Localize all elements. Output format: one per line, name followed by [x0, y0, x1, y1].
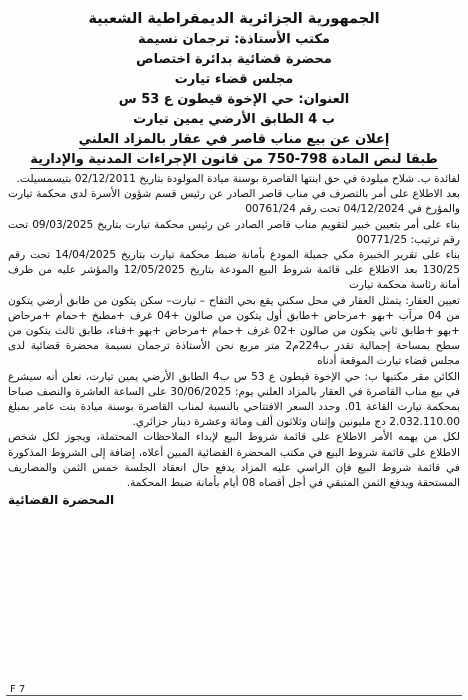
page-code: F 7	[10, 684, 26, 695]
signature-bailiff: المحضرة القضائية	[8, 493, 115, 508]
paragraph-beneficiary: لفائدة ب. شلاح ميلودة في حق ابنتها القاصرة بوسنة ميادة المولودة بتاريخ 02/12/2011 بتيسمسيلت.	[16, 173, 460, 185]
paragraph-conditions: لكل من يهمه الأمر الاطلاع على قائمة شروط البيع لإبداء الملاحظات المحتملة، ويجوز لكل شخص الاطلاع على قائمة شروط البيع في مكتب المحضرة القضائية المبين أعلاه، إضافة إلى الشروط المذكورة في قائمة شروط البيع فإن الراسي عليه المزاد يدفع حال انعقاد الجلسة خمس الثمن والمصاريف المستحقة ويدفع الثمن المتبقي في أجل أقصاه 08 أيام بأمانة ضبط المحكمة.	[8, 431, 460, 490]
address-line-2: ب 4 الطابق الأرضي يمين تيارت	[133, 112, 335, 127]
announcement-title-text: إعلان عن بيع مناب قاصر في عقار بالمزاد العلني	[78, 132, 390, 147]
legal-basis-heading	[8, 150, 460, 170]
office-heading: مكتب الأستاذة: ترجمان نسيمة	[138, 32, 330, 47]
notice-body	[8, 172, 460, 491]
announcement-title	[8, 130, 460, 150]
bottom-rule	[6, 695, 462, 696]
paragraph-expert-report: بناء على تقرير الخبيرة مكي جميلة المودع بأمانة ضبط محكمة تيارت بتاريخ 14/04/2025 تحت رقم 130/25 بعد الاطلاع على قائمة شروط البيع المودعة بتاريخ 12/05/2025 والمؤشر عليه من طرف أمانة رئاسة محكمة تيارت	[8, 249, 460, 292]
court-heading: مجلس قضاء تيارت	[174, 72, 294, 87]
republic-heading: الجمهورية الجزائرية الديمقراطية الشعبية	[88, 11, 380, 27]
address-line-1: العنوان: حي الإخوة قيطون ع 53 س	[118, 92, 350, 107]
paragraph-auction-details: الكائن مقر مكتبها ب: حي الإخوة قيطون ع 53 س ب4 الطابق الأرضي يمين تيارت، نعلن أنه سيشرع في بيع مناب القاصرة في العقار بالمزاد العلني يوم: 30/06/2025 على الساعة العاشرة والنصف صباحا بمحكمة تيارت القاعة 01. وحدد السعر الافتتاحي بالنسبة لمناب القاصرة بوسنة ميادة بنت عامر بمبلغ 2.032.110.00 دج مليونين وإثنان وثلاثون ألف ومائة وعشرة دينار جزائري.	[8, 370, 461, 429]
paragraph-property-description: تعيين العقار: يتمثل العقار في محل سكني يقع بحي التفاح – تيارت– سكن يتكون من طابق أرضي يتكون من 04 مرآب +بهو +مرحاض +طابق أول يتكون من صالون +04 غرف +مطبخ +حمام +مرحاض +بهو +طابق ثاني يتكون من صالون +02 غرف +حمام +مرحاض +بهو +فناء، طابق ثالث يتكون من سطح بمساحة إجمالية تقدر ب224م2 متر مربع نحن الأستاذة ترجمان نسيمة محضرة قضائية لدى مجلس قضاء تيارت الموقعة أدناه	[8, 294, 461, 368]
legal-basis-text: طبقا لنص المادة 798-750 من قانون الإجراءات المدنية والإدارية	[30, 152, 438, 167]
bailiff-heading: محضرة قضائية بدائرة اختصاص	[136, 52, 332, 67]
paragraph-expert-order: بناء على أمر بتعيين خبير لتقويم مناب قاصر الصادر عن رئيس محكمة تيارت بتاريخ 09/03/2025 تحت رقم ترتيب: 00771/25	[8, 218, 460, 246]
paragraph-family-order: بعد الاطلاع على أمر بالتصرف في مناب قاصر الصادر عن رئيس قسم شؤون الأسرة لدى محكمة تيارت والمؤرخ في 04/12/2024 تحت رقم 00761/24	[8, 188, 460, 216]
